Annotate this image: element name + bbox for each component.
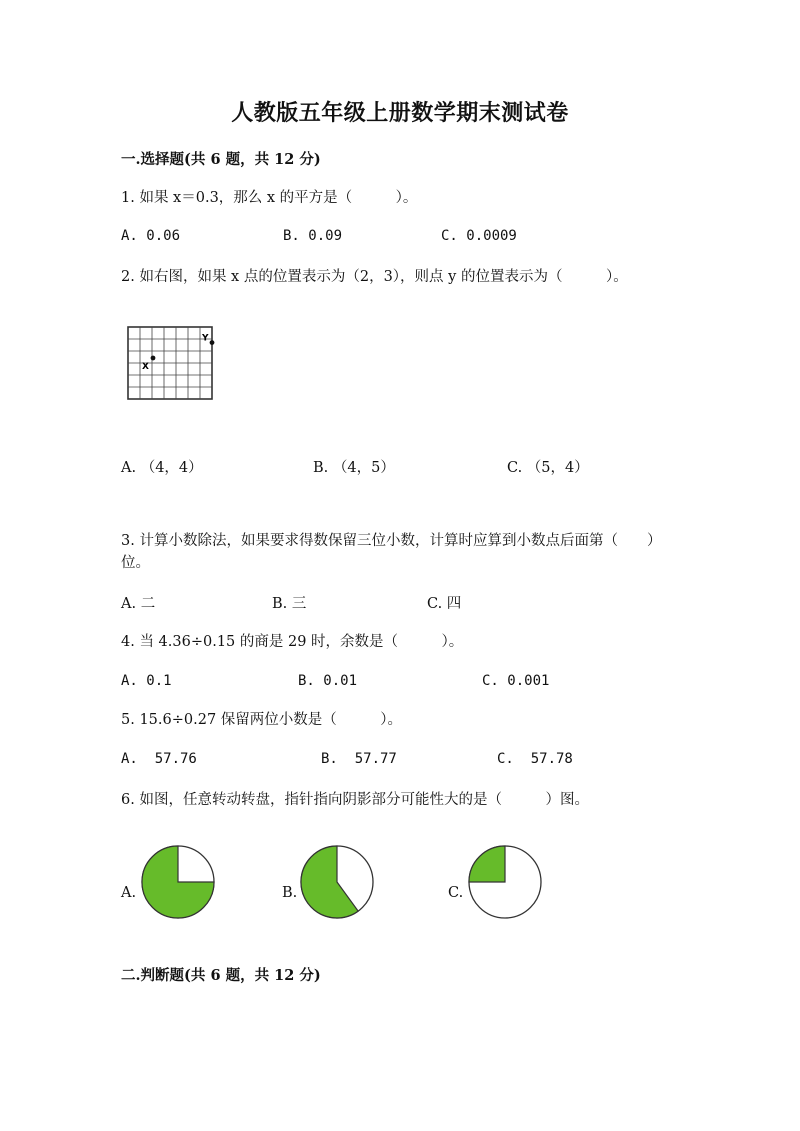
question-2-option-a[interactable]: A. （4，4） — [121, 460, 203, 476]
coordinate-grid-figure — [126, 325, 216, 405]
section-heading-choice: 一.选择题(共 6 题，共 12 分) — [121, 151, 321, 168]
question-5-option-c[interactable]: C. 57.78 — [497, 751, 573, 767]
question-3: 3. 计算小数除法，如果要求得数保留三位小数，计算时应算到小数点后面第（ ）位。 — [121, 533, 662, 571]
question-2: 2. 如右图，如果 x 点的位置表示为（2，3），则点 y 的位置表示为（ ）。 — [121, 269, 628, 285]
section-heading-true-false: 二.判断题(共 6 题，共 12 分) — [121, 967, 321, 984]
question-4-option-b[interactable]: B. 0.01 — [298, 673, 358, 689]
question-4-option-c[interactable]: C. 0.001 — [482, 673, 550, 689]
question-4: 4. 当 4.36÷0.15 的商是 29 时，余数是（ ）。 — [121, 634, 464, 650]
point-y — [210, 340, 215, 345]
page-title: 人教版五年级上册数学期末测试卷 — [231, 100, 569, 126]
question-6-option-b[interactable]: B. — [282, 885, 298, 901]
question-5-option-a[interactable]: A. 57.76 — [121, 751, 197, 767]
spinner-shaded-sector — [469, 846, 505, 882]
question-1: 1. 如果 x＝0.3，那么 x 的平方是（ ）。 — [121, 190, 418, 206]
question-3-option-a[interactable]: A. 二 — [121, 596, 156, 612]
question-3-option-b[interactable]: B. 三 — [272, 596, 307, 612]
spinner-a-figure — [140, 844, 216, 920]
question-1-option-a[interactable]: A. 0.06 — [121, 228, 181, 244]
question-6-option-a[interactable]: A. — [121, 885, 137, 901]
question-5-option-b[interactable]: B. 57.77 — [321, 751, 397, 767]
question-6-option-c[interactable]: C. — [448, 885, 464, 901]
question-4-option-a[interactable]: A. 0.1 — [121, 673, 172, 689]
spinner-b-figure — [299, 844, 375, 920]
question-2-option-c[interactable]: C. （5，4） — [507, 460, 589, 476]
point-x-label: X — [142, 362, 149, 372]
question-6: 6. 如图，任意转动转盘，指针指向阴影部分可能性大的是（ ）图。 — [121, 792, 589, 808]
point-x — [151, 356, 156, 361]
question-3-option-c[interactable]: C. 四 — [427, 596, 462, 612]
question-1-option-c[interactable]: C. 0.0009 — [441, 228, 517, 244]
spinner-c-figure — [467, 844, 543, 920]
question-1-option-b[interactable]: B. 0.09 — [283, 228, 343, 244]
question-2-option-b[interactable]: B. （4，5） — [313, 460, 395, 476]
question-5: 5. 15.6÷0.27 保留两位小数是（ ）。 — [121, 712, 403, 728]
point-y-label: Y — [202, 333, 209, 344]
